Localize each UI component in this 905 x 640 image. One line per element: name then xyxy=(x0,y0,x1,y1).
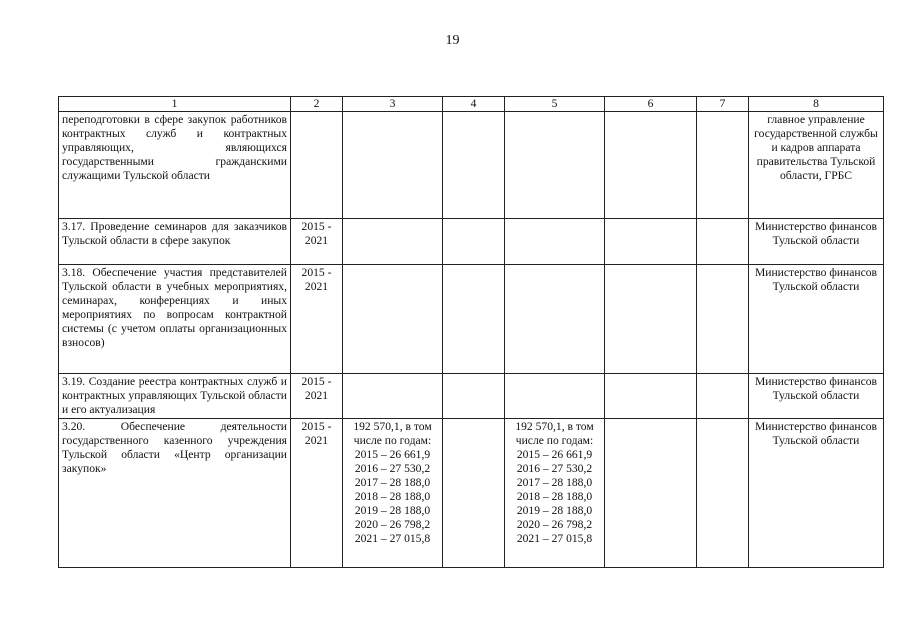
period-cell: 2015 - 2021 xyxy=(291,419,343,568)
col5-cell: 192 570,1, в том числе по годам: 2015 – 26 661,9 2016 – 27 530,2 2017 – 28 188,0 2018 – 28 188,0 2019 – 28 188,0 2020 – 26 798,2 2021 – 27 015,8 xyxy=(505,419,605,568)
total-funding-cell xyxy=(343,265,443,374)
activity-cell: переподготовки в сфере закупок работников контрактных служб и контрактных управляющих, являющихся государственными гражданскими служащими Тульской области xyxy=(59,112,291,219)
total-funding-cell xyxy=(343,219,443,265)
period-cell: 2015 - 2021 xyxy=(291,265,343,374)
column-header: 2 xyxy=(291,97,343,112)
table-row xyxy=(59,219,884,265)
responsible-cell: главное управление государственной службы и кадров аппарата правительства Тульской области, ГРБС xyxy=(749,112,884,219)
page-number: 19 xyxy=(445,33,460,48)
table-row xyxy=(59,112,884,219)
total-funding-cell: 192 570,1, в том числе по годам: 2015 – 26 661,9 2016 – 27 530,2 2017 – 28 188,0 2018 – 28 188,0 2019 – 28 188,0 2020 – 26 798,2 2021 – 27 015,8 xyxy=(343,419,443,568)
col4-cell xyxy=(443,219,505,265)
responsible-cell: Министерство финансов Тульской области xyxy=(749,374,884,419)
activity-cell: 3.18. Обеспечение участия представителей Тульской области в учебных мероприятиях, семинарах, конференциях и иных мероприятиях по вопросам контрактной системы (с учетом оплаты организационных взносов) xyxy=(59,265,291,374)
col5-cell xyxy=(505,265,605,374)
column-header: 7 xyxy=(697,97,749,112)
col7-cell xyxy=(697,219,749,265)
col5-cell xyxy=(505,112,605,219)
col6-cell xyxy=(605,265,697,374)
responsible-cell: Министерство финансов Тульской области xyxy=(749,419,884,568)
responsible-cell: Министерство финансов Тульской области xyxy=(749,219,884,265)
col4-cell xyxy=(443,419,505,568)
total-funding-cell xyxy=(343,374,443,419)
column-header: 1 xyxy=(59,97,291,112)
total-funding-cell xyxy=(343,112,443,219)
column-header: 5 xyxy=(505,97,605,112)
col7-cell xyxy=(697,419,749,568)
column-header: 3 xyxy=(343,97,443,112)
col4-cell xyxy=(443,112,505,219)
activity-cell: 3.17. Проведение семинаров для заказчиков Тульской области в сфере закупок xyxy=(59,219,291,265)
period-cell: 2015 - 2021 xyxy=(291,219,343,265)
column-header: 8 xyxy=(749,97,884,112)
activity-cell: 3.19. Создание реестра контрактных служб и контрактных управляющих Тульской области и его актуализация xyxy=(59,374,291,419)
activity-cell: 3.20. Обеспечение деятельности государственного казенного учреждения Тульской области «Центр организации закупок» xyxy=(59,419,291,568)
table-row xyxy=(59,374,884,419)
col6-cell xyxy=(605,419,697,568)
col7-cell xyxy=(697,374,749,419)
column-header: 4 xyxy=(443,97,505,112)
table-header-row xyxy=(59,97,884,112)
col5-cell xyxy=(505,219,605,265)
col7-cell xyxy=(697,265,749,374)
col6-cell xyxy=(605,219,697,265)
col5-cell xyxy=(505,374,605,419)
period-cell: 2015 - 2021 xyxy=(291,374,343,419)
table-row xyxy=(59,265,884,374)
col7-cell xyxy=(697,112,749,219)
col4-cell xyxy=(443,265,505,374)
col6-cell xyxy=(605,112,697,219)
col4-cell xyxy=(443,374,505,419)
budget-table xyxy=(58,96,884,568)
table-row xyxy=(59,419,884,568)
period-cell xyxy=(291,112,343,219)
col6-cell xyxy=(605,374,697,419)
column-header: 6 xyxy=(605,97,697,112)
responsible-cell: Министерство финансов Тульской области xyxy=(749,265,884,374)
